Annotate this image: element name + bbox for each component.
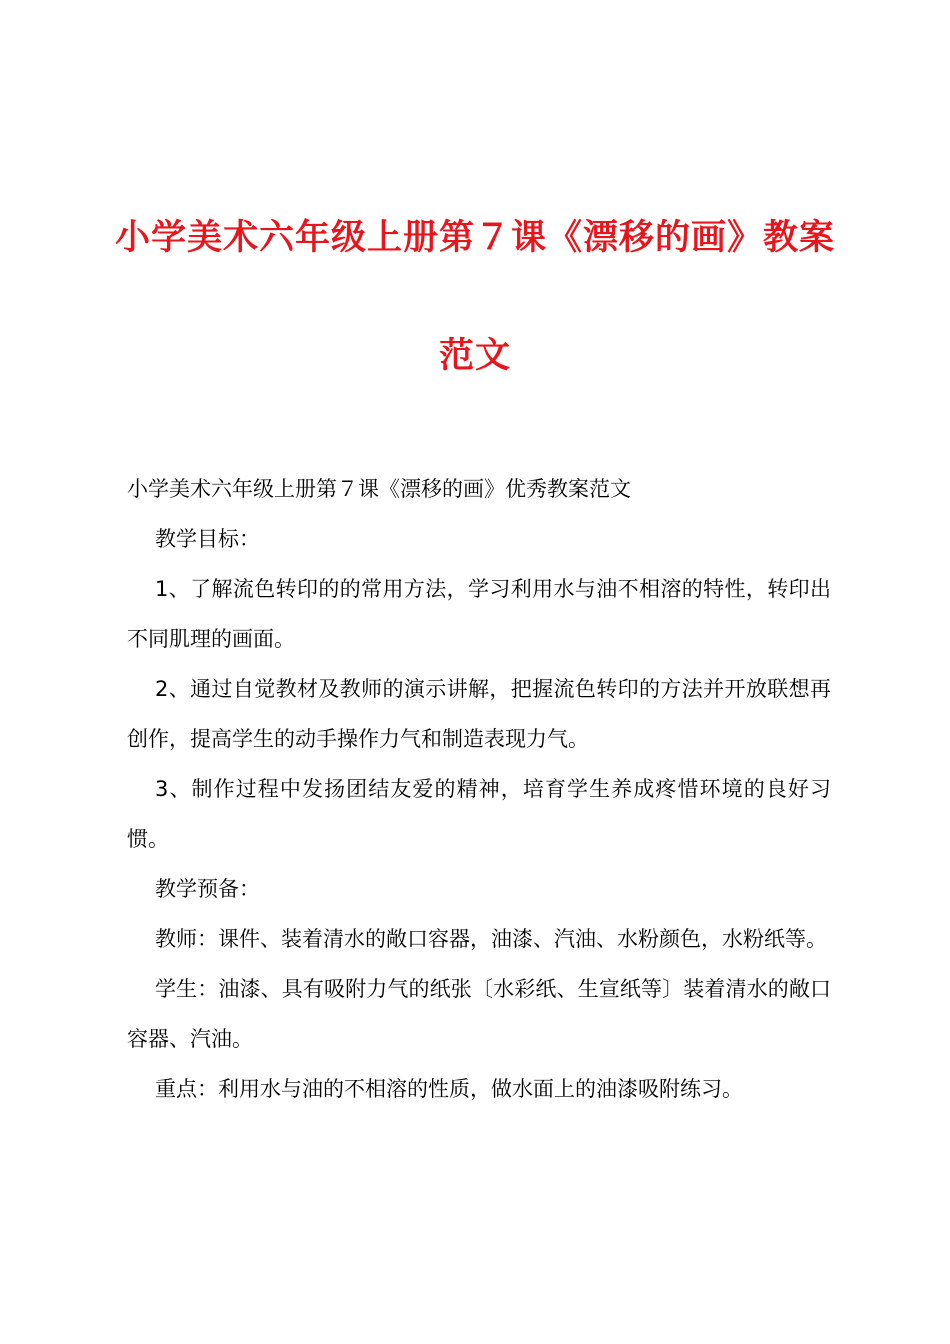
document-title-continued: 范文 — [438, 335, 511, 376]
objective-1: 1、了解流色转印的的常用方法，学习利用水与油不相溶的特性，转印出不同肌理的画面。 — [127, 577, 831, 651]
objective-3: 3、制作过程中发扬团结友爱的精神，培育学生养成疼惜环境的良好习惯。 — [127, 777, 831, 851]
section-heading-objectives: 教学目标： — [155, 527, 260, 551]
student-materials: 学生：油漆、具有吸附力气的纸张〔水彩纸、生宣纸等〕装着清水的敞口容器、汽油。 — [127, 977, 831, 1051]
document-body — [127, 464, 831, 1114]
key-point: 重点：利用水与油的不相溶的性质，做水面上的油漆吸附练习。 — [155, 1077, 743, 1101]
subtitle-paragraph: 小学美术六年级上册第７课《漂移的画》优秀教案范文 — [127, 477, 631, 501]
objective-2: 2、通过自觉教材及教师的演示讲解，把握流色转印的方法并开放联想再创作，提高学生的动手操作力气和制造表现力气。 — [127, 677, 831, 751]
document-title: 小学美术六年级上册第７课《漂移的画》教案 — [114, 217, 835, 258]
teacher-materials: 教师：课件、装着清水的敞口容器，油漆、汽油、水粉颜色，水粉纸等。 — [155, 927, 827, 951]
section-heading-preparation: 教学预备： — [155, 877, 260, 901]
